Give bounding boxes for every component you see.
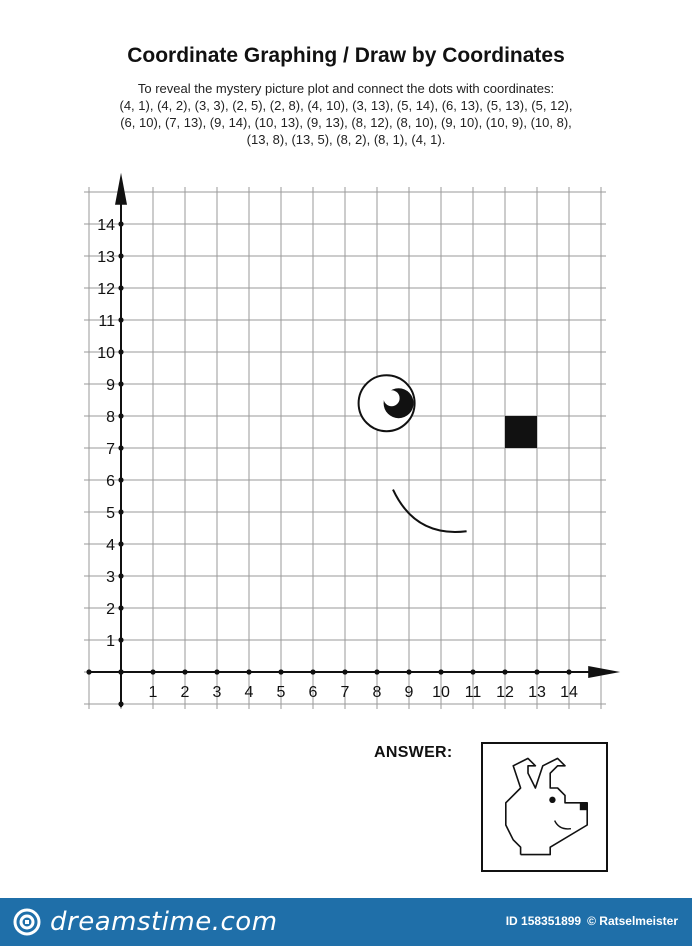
x-tick-label: 12 — [496, 684, 514, 701]
x-tick-dot — [182, 669, 187, 674]
y-tick-dot — [118, 605, 123, 610]
y-tick-label: 3 — [106, 569, 115, 586]
dog-answer-drawing — [483, 744, 606, 870]
y-tick-dot — [118, 285, 123, 290]
x-tick-dot — [406, 669, 411, 674]
y-tick-label: 9 — [106, 377, 115, 394]
y-tick-dot — [118, 509, 123, 514]
y-tick-dot — [118, 413, 123, 418]
x-tick-label: 10 — [432, 684, 450, 701]
instructions-line: (13, 8), (13, 5), (8, 2), (8, 1), (4, 1). — [246, 132, 446, 147]
answer-label: ANSWER: — [374, 744, 453, 761]
y-tick-dot — [118, 349, 123, 354]
y-tick-label: 1 — [106, 633, 115, 650]
y-tick-dot — [118, 573, 123, 578]
mouth-arc — [393, 490, 467, 532]
x-tick-label: 13 — [528, 684, 546, 701]
x-tick-label: 5 — [276, 684, 286, 701]
x-tick-label: 1 — [148, 684, 158, 701]
x-tick-label: 6 — [308, 684, 318, 701]
instructions-line: (6, 10), (7, 13), (9, 14), (10, 13), (9, 13), (8, 12), (8, 10), (9, 10), (10, 9), (10, 8), — [120, 115, 572, 130]
x-tick-dot — [342, 669, 347, 674]
nose-square — [505, 416, 537, 448]
tick-labels — [97, 217, 578, 701]
dreamstime-logo-icon — [12, 907, 42, 937]
x-tick-label: 2 — [180, 684, 190, 701]
y-tick-dot — [118, 701, 123, 706]
x-axis-arrow — [588, 666, 620, 678]
dog-mouth — [555, 821, 571, 829]
x-tick-dot — [470, 669, 475, 674]
y-tick-label: 8 — [106, 409, 115, 426]
x-tick-label: 11 — [464, 684, 482, 701]
y-tick-label: 10 — [97, 345, 115, 362]
axes — [89, 173, 620, 707]
x-tick-dot — [534, 669, 539, 674]
x-tick-label: 8 — [372, 684, 382, 701]
partial-drawing — [359, 375, 537, 532]
instructions-line: To reveal the mystery picture plot and connect the dots with coordinates: — [137, 81, 555, 96]
y-tick-dot — [118, 541, 123, 546]
y-tick-label: 14 — [97, 217, 115, 234]
x-tick-dot — [278, 669, 283, 674]
x-tick-dot — [502, 669, 507, 674]
y-tick-dot — [118, 253, 123, 258]
credit — [506, 914, 678, 928]
x-tick-label: 7 — [340, 684, 350, 701]
x-tick-dot — [566, 669, 571, 674]
y-tick-label: 11 — [98, 313, 115, 330]
x-tick-dot — [374, 669, 379, 674]
x-tick-label: 4 — [244, 684, 254, 701]
dog-nose — [580, 803, 587, 810]
brand[interactable] — [12, 907, 278, 937]
x-tick-dot — [246, 669, 251, 674]
y-tick-label: 2 — [106, 601, 115, 618]
y-tick-dot — [118, 317, 123, 322]
y-tick-label: 13 — [97, 249, 115, 266]
x-tick-label: 14 — [560, 684, 578, 701]
y-tick-label: 12 — [97, 281, 115, 298]
copyright: © Ratselmeister — [587, 914, 678, 928]
x-tick-dot — [310, 669, 315, 674]
y-tick-dot — [118, 381, 123, 386]
y-tick-label: 4 — [106, 537, 115, 554]
dog-outline — [506, 758, 587, 854]
eye-highlight — [384, 390, 400, 406]
y-tick-label: 7 — [106, 441, 115, 458]
tick-marks — [86, 221, 571, 706]
page-title: Coordinate Graphing / Draw by Coordinates — [127, 44, 565, 67]
brand-name: dreamstime.com — [50, 907, 278, 937]
y-tick-dot — [118, 637, 123, 642]
x-tick-label: 9 — [404, 684, 414, 701]
y-tick-label: 6 — [106, 473, 115, 490]
x-tick-label: 3 — [212, 684, 222, 701]
x-tick-dot — [150, 669, 155, 674]
image-id: ID 158351899 — [505, 914, 582, 928]
x-tick-dot — [214, 669, 219, 674]
x-tick-dot — [86, 669, 91, 674]
footer-bar — [0, 898, 692, 946]
y-tick-dot — [118, 445, 123, 450]
y-tick-dot — [118, 669, 123, 674]
y-axis-arrow — [115, 173, 127, 205]
x-tick-dot — [438, 669, 443, 674]
instructions-line: (4, 1), (4, 2), (3, 3), (2, 5), (2, 8), (4, 10), (3, 13), (5, 14), (6, 13), (5, 13), (5, 12), — [119, 98, 573, 113]
answer-box — [481, 742, 608, 872]
y-tick-dot — [118, 221, 123, 226]
y-tick-label: 5 — [106, 505, 115, 522]
y-tick-dot — [118, 477, 123, 482]
dog-eye — [549, 797, 555, 803]
